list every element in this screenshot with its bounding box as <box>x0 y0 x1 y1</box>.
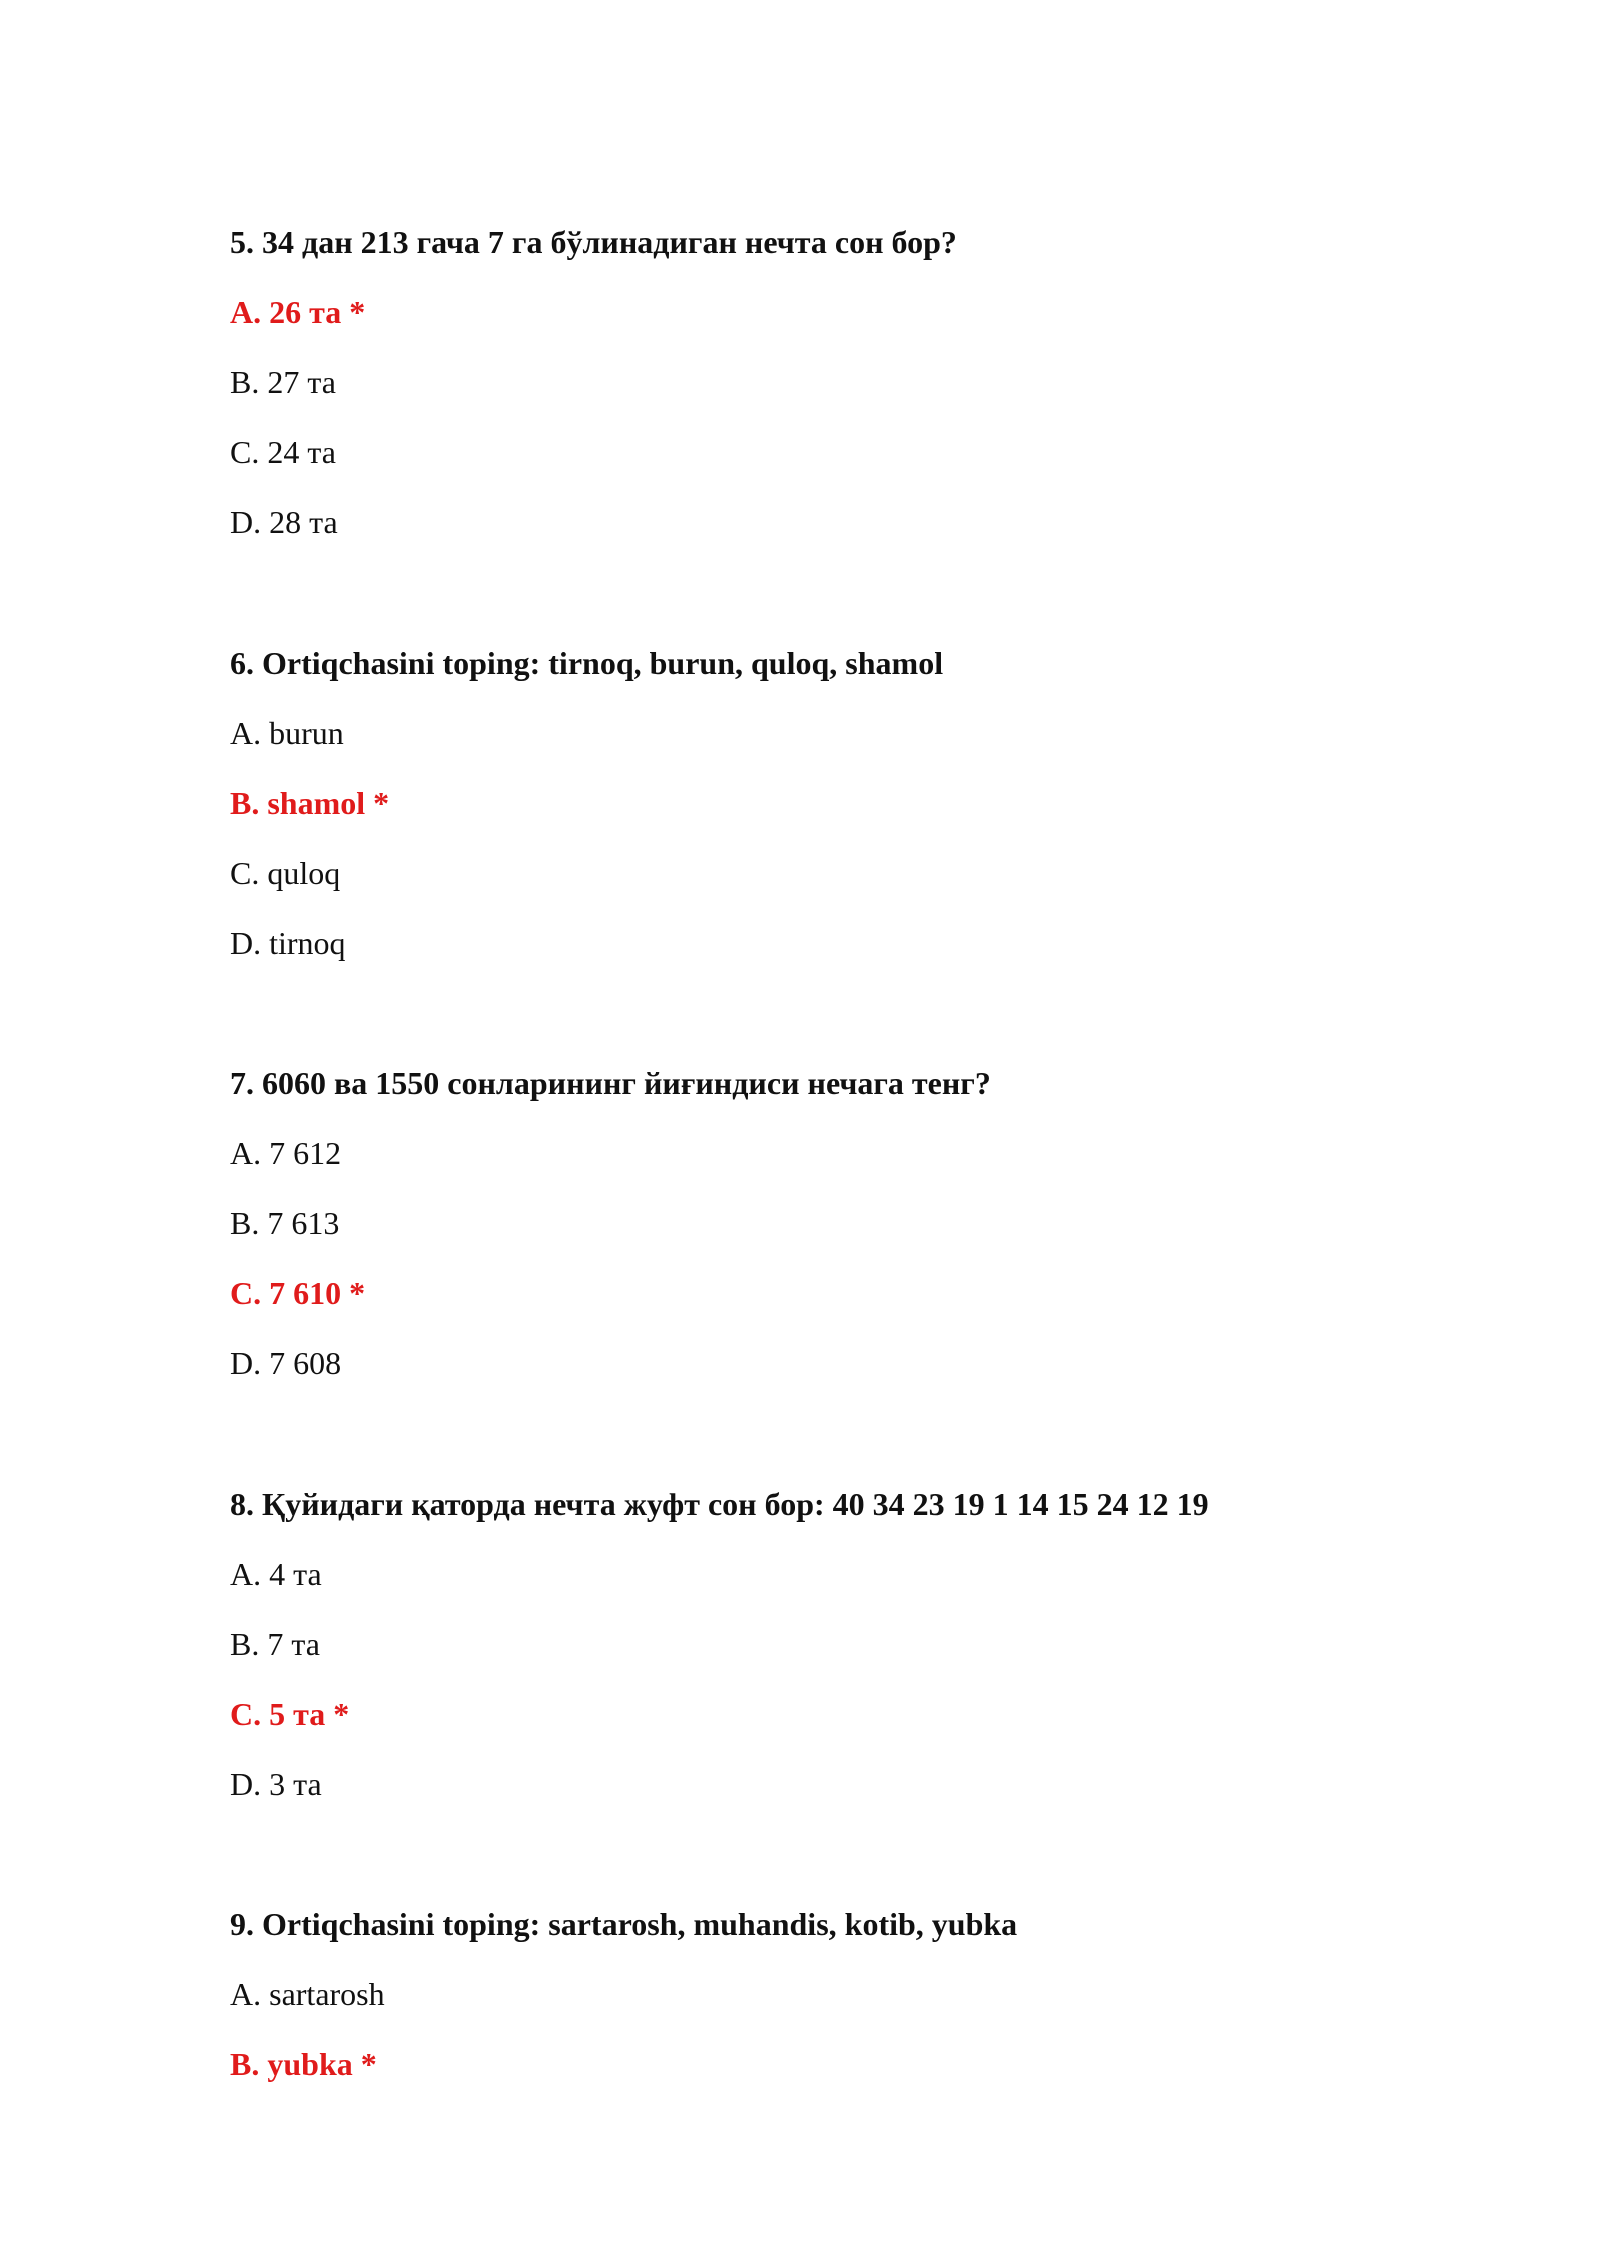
question-5 <box>230 222 1530 542</box>
option-d: D. tirnoq <box>230 925 346 961</box>
option-b: B. 7 та <box>230 1626 320 1662</box>
option-d: D. 3 та <box>230 1766 322 1802</box>
question-7 <box>230 1063 1530 1383</box>
option-d: D. 28 та <box>230 504 338 540</box>
option-b: B. 27 та <box>230 364 336 400</box>
option-c: C. quloq <box>230 855 341 891</box>
option-a: A. sartarosh <box>230 1976 385 2012</box>
question-text: 6. Ortiqchasini toping: tirnoq, burun, quloq, shamol <box>230 645 944 681</box>
option-b-correct: B. shamol * <box>230 785 390 821</box>
question-6 <box>230 643 1530 963</box>
question-text: 7. 6060 ва 1550 сонларининг йиғиндиси нечага тенг? <box>230 1065 991 1101</box>
question-8 <box>230 1484 1530 1804</box>
question-text: 8. Қуйидаги қаторда нечта жуфт сон бор: 40 34 23 19 1 14 15 24 12 19 <box>230 1486 1209 1522</box>
option-a-correct: A. 26 та * <box>230 294 366 330</box>
option-b: B. 7 613 <box>230 1205 340 1241</box>
option-c-correct: C. 7 610 * <box>230 1275 366 1311</box>
question-9 <box>230 1904 1530 2084</box>
option-c-correct: C. 5 та * <box>230 1696 350 1732</box>
option-a: A. burun <box>230 715 344 751</box>
option-d: D. 7 608 <box>230 1345 342 1381</box>
option-a: A. 4 та <box>230 1556 322 1592</box>
question-text: 9. Ortiqchasini toping: sartarosh, muhandis, kotib, yubka <box>230 1906 1018 1942</box>
question-text: 5. 34 дан 213 гача 7 га бўлинадиган нечта сон бор? <box>230 224 957 260</box>
option-a: A. 7 612 <box>230 1135 342 1171</box>
option-c: C. 24 та <box>230 434 336 470</box>
option-b-correct: B. yubka * <box>230 2046 377 2082</box>
